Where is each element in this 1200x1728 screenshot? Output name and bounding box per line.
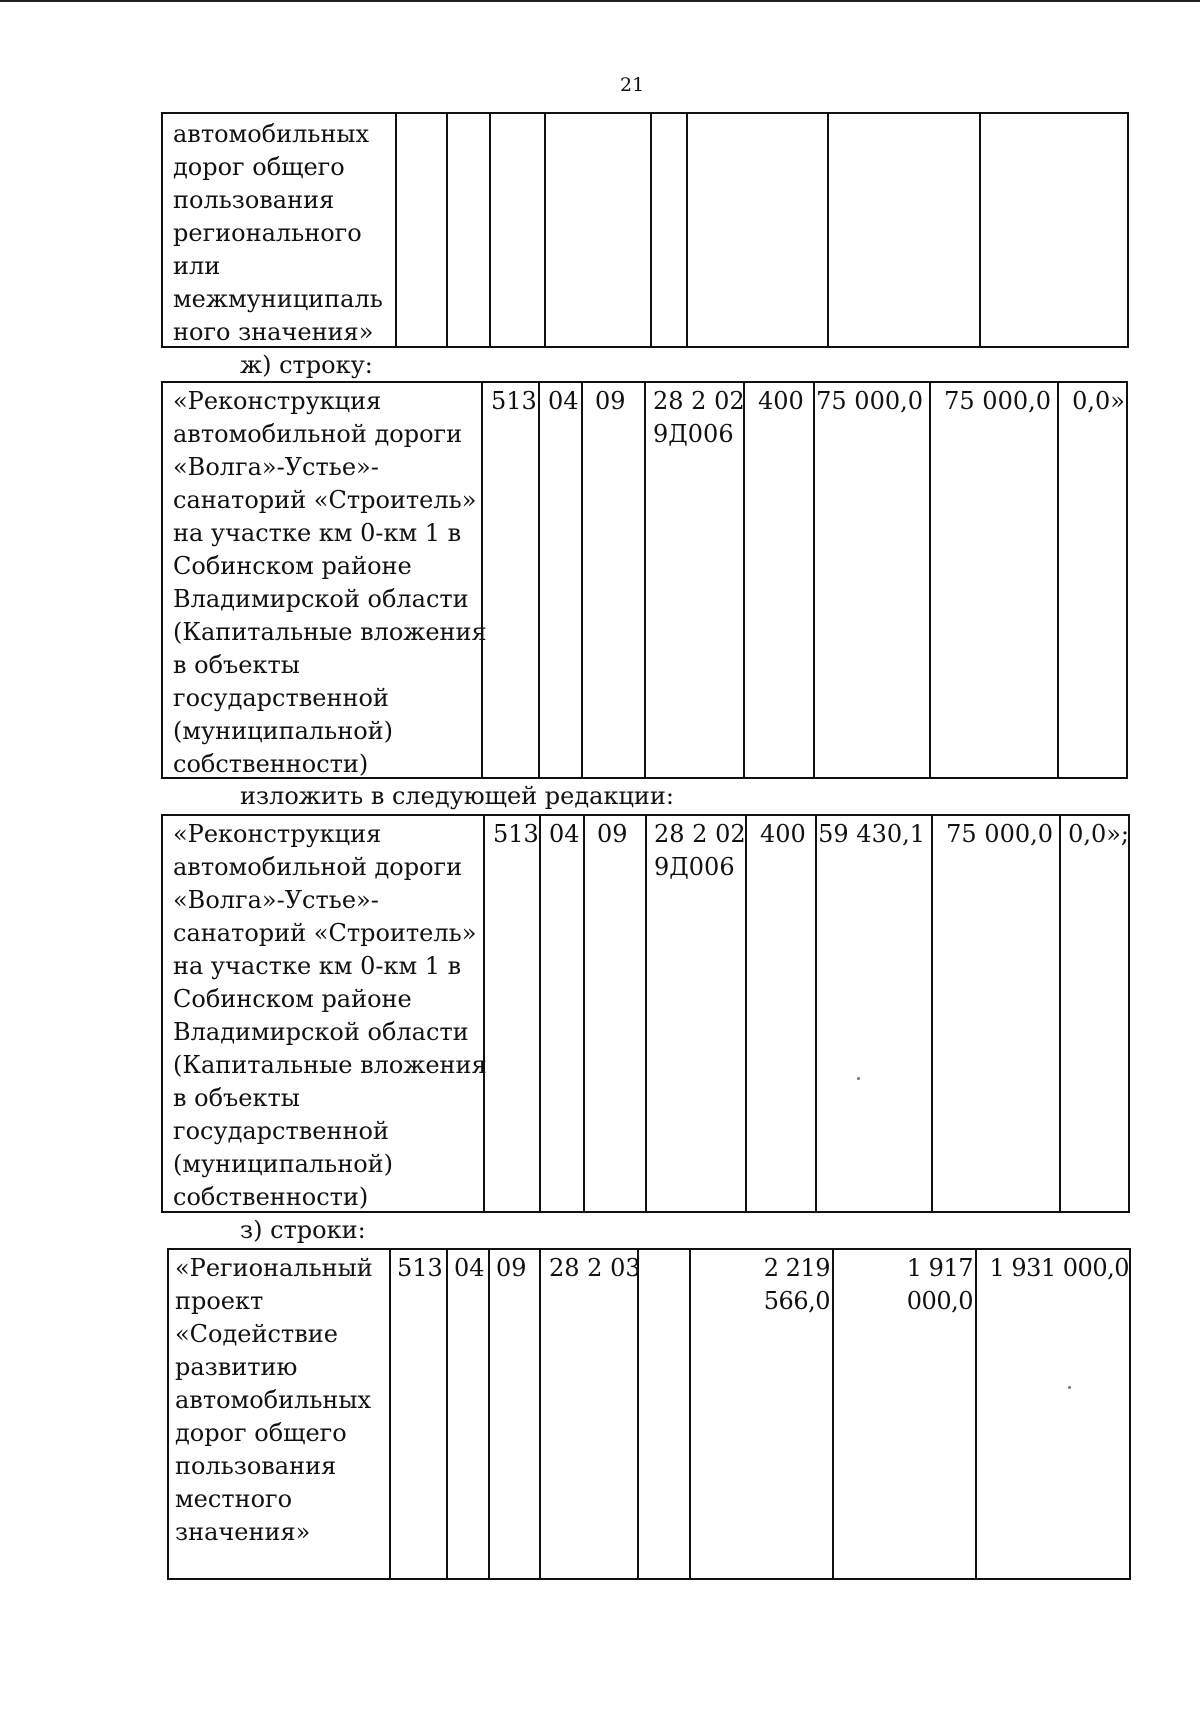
column-divider xyxy=(389,1250,391,1578)
code-podrazdel: 09 xyxy=(595,387,626,415)
column-divider xyxy=(815,816,817,1211)
column-divider xyxy=(395,114,397,346)
column-divider xyxy=(581,383,583,777)
table-continuation xyxy=(161,112,1129,348)
column-divider xyxy=(488,1250,490,1578)
sum-year-1: 75 000,0 xyxy=(816,387,923,415)
page-number: 21 xyxy=(620,74,645,96)
caption-edit: изложить в следующей редакции: xyxy=(240,782,674,810)
column-divider xyxy=(813,383,815,777)
sum-year-3: 0,0»; xyxy=(1068,820,1129,848)
code-expense-type: 400 xyxy=(758,387,804,415)
sum-year-2: 75 000,0 xyxy=(944,387,1051,415)
column-divider xyxy=(1057,383,1059,777)
sum-year-2: 75 000,0 xyxy=(946,820,1053,848)
column-divider xyxy=(929,383,931,777)
row-name: «Реконструкция автомобильной дороги «Волга»-Устье»- санаторий «Строитель» на участке км 0-км 1 в Собинском районе Владимирской области (Капитальные вложения в объекты государственной (муниципальной) собственности) xyxy=(173,387,487,778)
row-name: автомобильных дорог общего пользования регионального или межмуниципаль ного значения» xyxy=(173,120,383,346)
sum-year-3: 1 931 000,0 xyxy=(989,1254,1129,1282)
caption-replace-row: ж) строку: xyxy=(240,351,373,379)
sum-year-1: 59 430,1 xyxy=(818,820,925,848)
code-podrazdel: 09 xyxy=(597,820,628,848)
column-divider xyxy=(446,114,448,346)
column-divider xyxy=(979,114,981,346)
column-divider xyxy=(931,816,933,1211)
code-razdel: 04 xyxy=(454,1254,485,1282)
row-name: «Региональный проект «Содействие развитию автомобильных дорог общего пользования местного значения» xyxy=(175,1254,373,1546)
column-divider xyxy=(538,383,540,777)
table-new-row xyxy=(161,814,1130,1213)
column-divider xyxy=(539,816,541,1211)
column-divider xyxy=(446,1250,448,1578)
column-divider xyxy=(975,1250,977,1578)
column-divider xyxy=(1059,816,1061,1211)
code-ved: 513 xyxy=(491,387,537,415)
code-target-article: 28 2 02 9Д006 xyxy=(653,387,745,448)
code-podrazdel: 09 xyxy=(496,1254,527,1282)
code-expense-type: 400 xyxy=(760,820,806,848)
column-divider xyxy=(544,114,546,346)
code-target-article: 28 2 03 xyxy=(549,1254,641,1282)
sum-year-3: 0,0» xyxy=(1072,387,1125,415)
column-divider xyxy=(644,383,646,777)
table-regional-project xyxy=(167,1248,1131,1580)
caption-rows: з) строки: xyxy=(240,1216,366,1244)
column-divider xyxy=(827,114,829,346)
code-razdel: 04 xyxy=(549,820,580,848)
column-divider xyxy=(650,114,652,346)
row-name: «Реконструкция автомобильной дороги «Волга»-Устье»- санаторий «Строитель» на участке км 0-км 1 в Собинском районе Владимирской области (Капитальные вложения в объекты государственной (муниципальной) собственности) xyxy=(173,820,487,1211)
column-divider xyxy=(489,114,491,346)
scan-speck xyxy=(1068,1386,1071,1389)
column-divider xyxy=(539,1250,541,1578)
scan-speck xyxy=(857,1077,860,1080)
column-divider xyxy=(686,114,688,346)
sum-year-2: 1 917 000,0 xyxy=(906,1254,973,1315)
top-border-line xyxy=(0,0,1200,2)
code-ved: 513 xyxy=(397,1254,443,1282)
table-old-row xyxy=(161,381,1128,779)
sum-year-1: 2 219 566,0 xyxy=(763,1254,830,1315)
column-divider xyxy=(637,1250,639,1578)
column-divider xyxy=(645,816,647,1211)
code-razdel: 04 xyxy=(548,387,579,415)
code-ved: 513 xyxy=(493,820,539,848)
column-divider xyxy=(583,816,585,1211)
code-target-article: 28 2 02 9Д006 xyxy=(654,820,746,881)
